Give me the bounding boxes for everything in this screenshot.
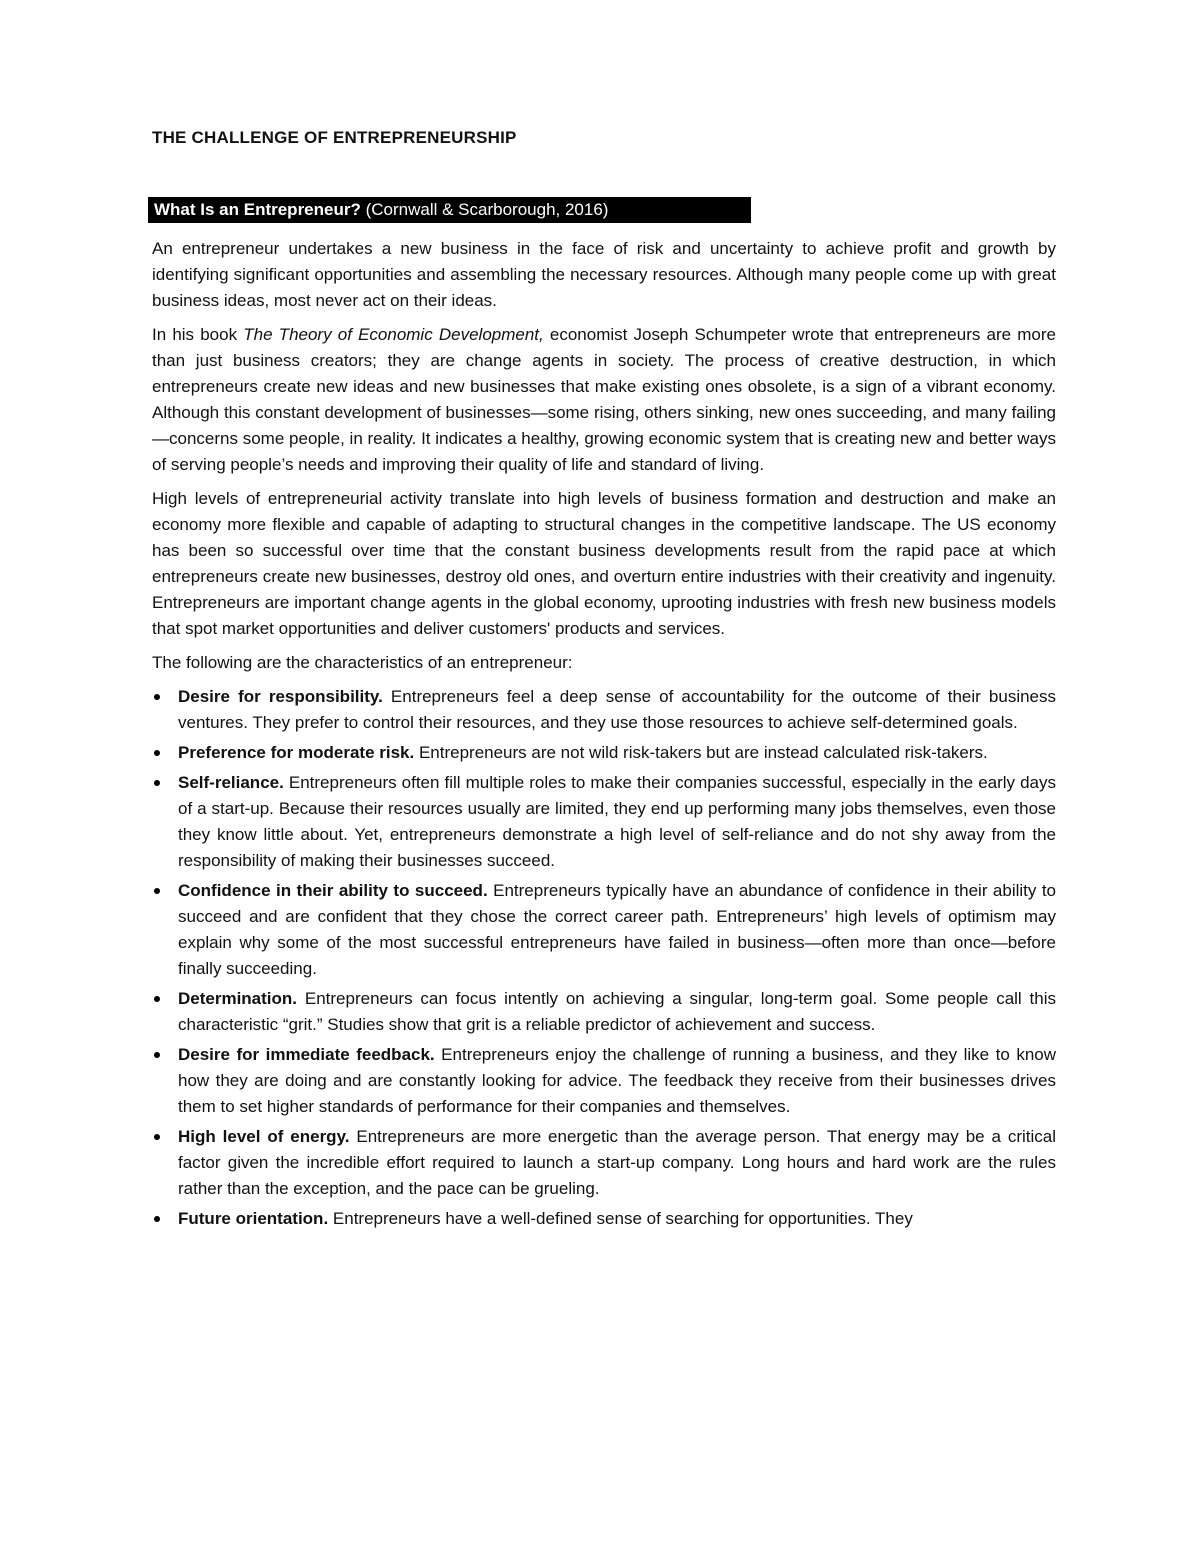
list-item — [152, 1042, 1056, 1120]
list-item — [152, 1206, 1056, 1232]
list-item-text: Entrepreneurs are more energetic than the average person. That energy may be a critical factor given the incredible effort required to launch a start-up company. Long hours and hard work are the rules rather than the exception, and the pace can be grueling. — [178, 1127, 1056, 1198]
bullet-icon — [154, 1134, 160, 1140]
list-item-text: Entrepreneurs typically have an abundance of confidence in their ability to succeed and are confident that they chose the correct career path. Entrepreneurs’ high levels of optimism may explain why some of the most successful entrepreneurs have failed in business—often more than once—before finally succeeding. — [178, 881, 1057, 978]
list-item — [152, 878, 1056, 982]
list-item-term: Preference for moderate risk. — [178, 743, 415, 762]
list-item-text: Entrepreneurs often fill multiple roles to make their companies successful, especially in the early days of a start-up. Because their resources usually are limited, they end up performing many jobs themselves, even those they know little about. Yet, entrepreneurs demonstrate a high level of self-reliance and do not shy away from the responsibility of making their businesses succeed. — [178, 773, 1056, 870]
bullet-icon — [154, 1216, 160, 1222]
list-item — [152, 684, 1056, 736]
list-item-text: Entrepreneurs enjoy the challenge of running a business, and they like to know how they are doing and are constantly looking for advice. The feedback they receive from their businesses drives them to set higher standards of performance for their companies and themselves. — [178, 1045, 1057, 1116]
paragraph-schumpeter — [152, 322, 1056, 478]
list-item — [152, 1124, 1056, 1202]
bullet-icon — [154, 996, 160, 1002]
schumpeter-intro: In his book — [152, 325, 244, 344]
list-intro: The following are the characteristics of an entrepreneur: — [152, 653, 573, 672]
list-item-text: Entrepreneurs feel a deep sense of accountability for the outcome of their business ventures. They prefer to control their resources, and they use those resources to achieve self-determined goals. — [178, 687, 1057, 732]
section-citation: (Cornwall & Scarborough, 2016) — [360, 200, 609, 219]
paragraph-definition: An entrepreneur undertakes a new business in the face of risk and uncertainty to achieve profit and growth by identifying significant opportunities and assembling the necessary resources. Although many people come up with great business ideas, most never act on their ideas. — [152, 239, 1056, 310]
document-body — [152, 236, 1056, 1236]
bullet-icon — [154, 694, 160, 700]
bullet-icon — [154, 750, 160, 756]
list-item-term: Future orientation. — [178, 1209, 329, 1228]
list-item-term: Desire for immediate feedback. — [178, 1045, 435, 1064]
list-item-text: Entrepreneurs are not wild risk-takers but are instead calculated risk-takers. — [414, 743, 988, 762]
book-title: The Theory of Economic Development, — [243, 325, 544, 344]
list-item-term: Determination. — [178, 989, 298, 1008]
bullet-icon — [154, 780, 160, 786]
list-item — [152, 740, 1056, 766]
schumpeter-text: economist Joseph Schumpeter wrote that entrepreneurs are more than just business creators; they are change agents in society. The process of creative destruction, in which entrepreneurs create new ideas and new businesses that make existing ones obsolete, is a sign of a vibrant economy. Although this constant development of businesses—some rising, others sinking, new ones succeeding, and many failing—concerns some people, in reality. It indicates a healthy, growing economic system that is creating new and better ways of serving people’s needs and improving their quality of life and standard of living. — [152, 325, 1056, 474]
bullet-icon — [154, 888, 160, 894]
list-item-term: High level of energy. — [178, 1127, 350, 1146]
paragraph-activity: High levels of entrepreneurial activity translate into high levels of business formation and destruction and make an economy more flexible and capable of adapting to structural changes in the competitive landscape. The US economy has been so successful over time that the constant business developments result from the rapid pace at which entrepreneurs create new businesses, destroy old ones, and overturn entire industries with their creativity and ingenuity. Entrepreneurs are important change agents in the global economy, uprooting industries with fresh new business models that spot market opportunities and deliver customers' products and services. — [152, 489, 1056, 638]
list-item-term: Desire for responsibility. — [178, 687, 383, 706]
characteristics-list — [152, 684, 1056, 1232]
bullet-icon — [154, 1052, 160, 1058]
section-heading: What Is an Entrepreneur? — [154, 200, 361, 219]
document-title: THE CHALLENGE OF ENTREPRENEURSHIP — [152, 128, 517, 147]
list-item-term: Self-reliance. — [178, 773, 284, 792]
list-item-text: Entrepreneurs have a well-defined sense of searching for opportunities. They — [328, 1209, 913, 1228]
list-item — [152, 986, 1056, 1038]
list-item-term: Confidence in their ability to succeed. — [178, 881, 488, 900]
section-heading-bar — [148, 197, 751, 223]
list-item-text: Entrepreneurs can focus intently on achieving a singular, long-term goal. Some people call this characteristic “grit.” Studies show that grit is a reliable predictor of achievement and success. — [178, 989, 1056, 1034]
list-item — [152, 770, 1056, 874]
